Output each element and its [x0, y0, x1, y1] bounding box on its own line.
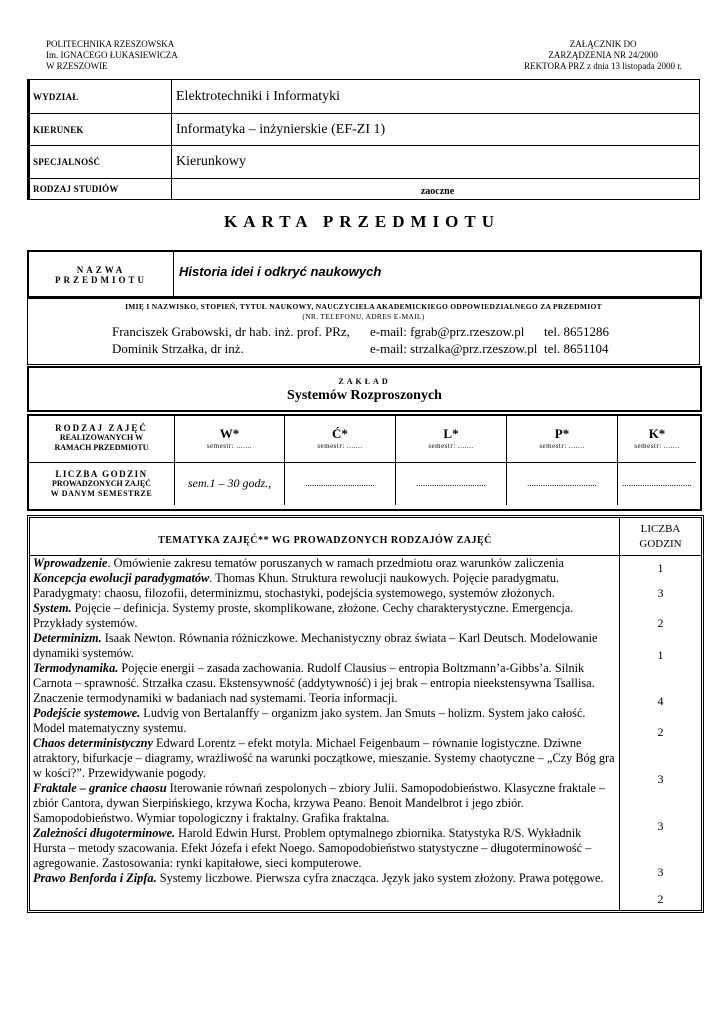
topic-hours: 3	[657, 586, 664, 600]
lecturer-phone: tel. 8651104	[544, 341, 609, 356]
hours-project: ...............................	[507, 463, 618, 505]
info-label: WYDZIAŁ	[28, 80, 172, 113]
topic-item	[33, 736, 617, 781]
class-type-letter: P*	[554, 426, 570, 441]
hours-seminar: ...............................	[622, 478, 692, 488]
topic-item	[33, 781, 617, 826]
header-line: REKTORA PRZ z dnia 13 listopada 2000 r.	[524, 61, 682, 71]
class-type-letter: K*	[648, 426, 666, 441]
label-line: RODZAJ ZAJĘĆ	[55, 423, 148, 433]
lecturer-email: e-mail: fgrab@prz.rzeszow.pl	[370, 324, 525, 339]
topic-text: Ludvig von Bertalanffy – organizm jako system. Jan Smuts – holizm. System jako całość. Model matematyczny systemu.	[33, 706, 586, 735]
lecturer-email: e-mail: strzalka@prz.rzeszow.pl	[370, 341, 538, 356]
info-value: Informatyka – inżynierskie (EF-ZI 1)	[176, 121, 386, 137]
topic-title: Determinizm.	[33, 631, 102, 645]
topic-text: Isaak Newton. Równania różniczkowe. Mechanistyczny obraz świata – Karl Deutsch. Modelowanie dynamiki systemów.	[33, 631, 598, 660]
topics-table	[27, 515, 704, 913]
topic-title: Wprowadzenie	[33, 556, 108, 570]
department-caption: ZAKŁAD	[338, 377, 391, 386]
info-value: Elektrotechniki i Informatyki	[176, 88, 341, 104]
hours-lecture: sem.1 – 30 godz.,	[175, 463, 285, 505]
topic-item	[33, 571, 617, 601]
topic-text: Harold Edwin Hurst. Problem optymalnego zbiornika. Statystyka R/S. Wykładnik Hursta – metody szacowania. Efekt Józefa i efekt Noego. Samopodobieństwo statystyczne – długoterminowość – agregowanie. Zastosowania: rynki kapitałowe, sieci komputerowe.	[33, 826, 592, 870]
annex-header	[524, 39, 682, 72]
department-name: Systemów Rozproszonych	[287, 388, 442, 403]
class-type-seminar	[618, 416, 696, 463]
university-header	[46, 39, 178, 72]
topic-item	[33, 601, 617, 631]
topic-item	[33, 556, 617, 571]
header-line: Im. IGNACEGO ŁUKASIEWICZA	[46, 50, 178, 60]
topic-text: Pojęcie energii – zasada zachowania. Rudolf Clausius – entropia Boltzmann’a-Gibbs’a. Silnik Carnota – sprawność. Strzałka czasu. Ekstensywność (addytywność) i jej brak – entropia nieekstensywna Tsallisa. Znaczenie termodynamiki w badaniach nad systemami. Teoria informacji.	[33, 661, 595, 705]
topic-item	[33, 871, 617, 886]
topics-list	[33, 556, 617, 886]
topic-hours: 3	[657, 819, 664, 833]
department-box	[27, 366, 702, 412]
topic-title: Chaos deterministyczny	[33, 736, 153, 750]
topic-text: Pojęcie – definicja. Systemy proste, skomplikowane, złożone. Cechy charakterystyczne. Emergencja. Przykłady systemów.	[33, 601, 574, 630]
semester-field: semestr: .......	[634, 442, 680, 450]
semester-field: semestr: .......	[206, 442, 253, 450]
lecturers-box	[27, 296, 700, 365]
label-line: REALIZOWANYCH W	[59, 433, 144, 442]
lecturers-caption: IMIĘ I NAZWISKO, STOPIEŃ, TYTUŁ NAUKOWY, NAUCZYCIELA AKADEMICKIEGO ODPOWIEDZIALNEGO ZA PRZEDMIOT	[125, 302, 602, 311]
topic-title: Prawo Benforda i Zipfa.	[33, 871, 157, 885]
class-type-label	[29, 416, 175, 463]
subject-label-line: PRZEDMIOTU	[54, 274, 147, 285]
topic-title: Fraktale – granice chaosu	[33, 781, 167, 795]
document-title: KARTA PRZEDMIOTU	[224, 212, 500, 231]
topic-item	[33, 631, 617, 661]
info-label: KIERUNEK	[28, 114, 172, 145]
class-type-project	[507, 416, 618, 463]
label-line: W DANYM SEMESTRZE	[50, 489, 153, 498]
label-line: PROWADZONYCH ZAJĘĆ	[52, 479, 151, 488]
label-line: RAMACH PRZEDMIOTU	[54, 443, 149, 452]
subject-box	[27, 250, 702, 299]
header-line: ZAŁĄCZNIK DO	[569, 39, 637, 49]
topic-item	[33, 826, 617, 871]
topics-header	[30, 518, 701, 556]
topic-hours: 2	[657, 616, 664, 630]
hours-exercises: ...............................	[285, 463, 396, 505]
label-line: LICZBA GODZIN	[55, 469, 148, 479]
header-line: ZARZĄDZENIA NR 24/2000	[548, 50, 658, 60]
topic-hours: 2	[657, 892, 664, 906]
topic-title: System.	[33, 601, 72, 615]
column-divider	[619, 518, 620, 910]
info-label: SPECJALNOŚĆ	[28, 146, 172, 178]
lecturer-name: Franciszek Grabowski, dr hab. inż. prof. PRz,	[112, 324, 350, 339]
topic-hours: 4	[657, 694, 664, 708]
header-line: POLITECHNIKA RZESZOWSKA	[46, 39, 175, 49]
info-label: RODZAJ STUDIÓW	[28, 179, 172, 199]
class-type-lab	[396, 416, 507, 463]
class-forms-table	[27, 414, 702, 511]
lecturers-subcaption: (NR. TELEFONU, ADRES E-MAIL)	[302, 312, 425, 321]
lecturer-name: Dominik Strzałka, dr inż.	[112, 341, 244, 356]
semester-field: semestr: .......	[539, 442, 585, 450]
class-type-letter: Ć*	[332, 426, 348, 441]
info-value: zaoczne	[420, 185, 455, 197]
semester-field: semestr: .......	[317, 442, 363, 450]
topic-text: Omówienie zakresu tematów poruszanych w ramach przedmiotu oraz warunków zaliczenia	[110, 556, 564, 570]
subject-name: Historia idei i odkryć naukowych	[179, 264, 382, 279]
subject-label-line: NAZWA	[76, 264, 126, 275]
header-line: W RZESZOWIE	[46, 61, 108, 71]
topic-title: Termodynamika.	[33, 661, 119, 675]
lecturer-phone: tel. 8651286	[544, 324, 609, 339]
topic-title: Zależności długoterminowe.	[33, 826, 176, 840]
topic-text: Edward Lorentz – efekt motyla. Michael Feigenbaum – równanie logistyczne. Dziwne atraktory, bifurkacje – diagramy, wrażliwość na warunki początkowe, mieszanie. Systemy chaotyczne – „Czy Bóg gra w kości?”. Przewidywanie pogody.	[33, 736, 615, 780]
subject-label	[29, 252, 174, 297]
class-type-lecture	[175, 416, 285, 463]
topic-separator: .	[107, 556, 111, 570]
info-row-study-type	[28, 179, 699, 199]
semester-field: semestr: .......	[428, 442, 474, 450]
topic-hours: 3	[657, 865, 664, 879]
topic-title: Koncepcja ewolucji paradygmatów	[33, 571, 210, 585]
class-type-letter: W*	[219, 426, 240, 441]
info-row-faculty	[28, 80, 699, 114]
hours-header-line: GODZIN	[639, 538, 682, 550]
hours-lab: ...............................	[396, 463, 507, 505]
topic-item	[33, 661, 617, 706]
topic-hours: 1	[657, 561, 664, 575]
info-row-field	[28, 114, 699, 146]
topic-item	[33, 706, 617, 736]
topic-hours: 3	[657, 772, 664, 786]
faculty-info-table	[27, 79, 700, 200]
hours-label	[29, 463, 175, 505]
info-row-specialty	[28, 146, 699, 179]
class-type-exercises	[285, 416, 396, 463]
topics-header-title: TEMATYKA ZAJĘĆ** WG PROWADZONYCH RODZAJÓW ZAJĘĆ	[158, 535, 492, 546]
topic-separator: .	[209, 571, 213, 585]
topic-text: Iterowanie równań zespolonych – zbiory Julii. Samopodobieństwo. Klasyczne fraktale – zbiór Cantora, dywan Sierpińskiego, krzywa Kocha, krzywa Peano. Benoit Mandelbrot i jego zbiór. Samopodobieństwo. Wymiar topologiczny i fraktalny. Grafika fraktalna.	[33, 781, 606, 825]
info-value: Kierunkowy	[176, 154, 246, 169]
topic-text: Systemy liczbowe. Pierwsza cyfra znacząca. Język jako system złożony. Prawa potęgowe.	[156, 871, 604, 885]
hours-header-line: LICZBA	[640, 523, 681, 535]
topic-title: Podejście systemowe.	[33, 706, 141, 720]
topic-hours: 1	[657, 648, 664, 662]
class-type-letter: L*	[443, 426, 459, 441]
topic-hours: 2	[657, 725, 664, 739]
topic-text: Thomas Khun. Struktura rewolucji naukowych. Pojęcie paradygmatu. Paradygmaty: chaosu, filozofii, determinizmu, stochastyki, podejścia systemowego, systemów złożonych.	[33, 571, 560, 600]
hours-header	[620, 522, 701, 552]
